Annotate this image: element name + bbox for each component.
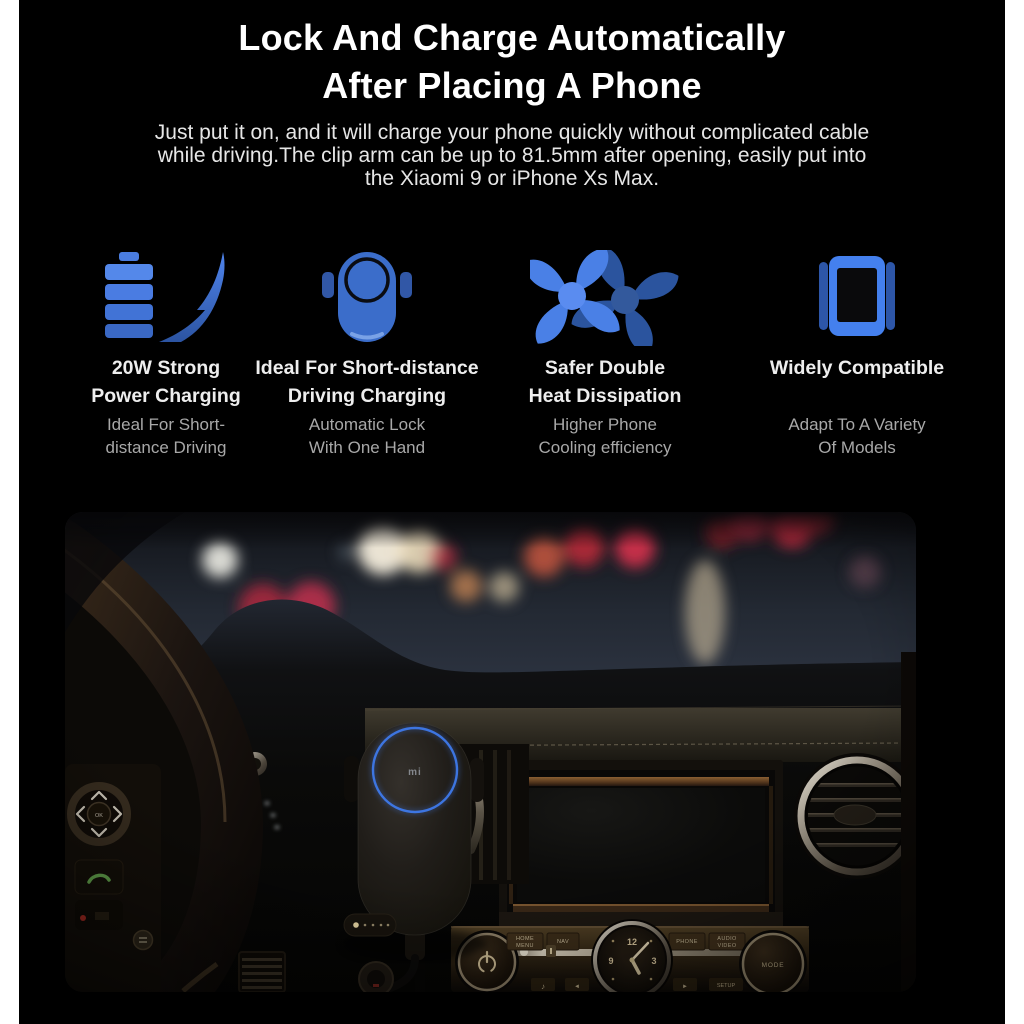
phone-clamp-icon xyxy=(727,246,987,346)
title-line1: Lock And Charge Automatically xyxy=(238,17,786,58)
feature-driving-charging xyxy=(237,246,497,459)
feature-heat-dissipation xyxy=(475,246,735,459)
car-mount-icon xyxy=(237,246,497,346)
description xyxy=(19,121,1005,190)
feature-widely-compatible xyxy=(727,246,987,459)
feature-subtitle: Automatic Lock With One Hand xyxy=(308,415,426,457)
vignette xyxy=(65,512,916,992)
product-photo xyxy=(65,512,916,992)
feature-title: 20W Strong Power Charging xyxy=(91,357,241,407)
page-title xyxy=(19,0,1005,110)
title-line2: After Placing A Phone xyxy=(322,65,702,106)
description-line2: while driving.The clip arm can be up to 81.5mm after opening, easily put into xyxy=(157,144,867,167)
feature-title: Safer Double Heat Dissipation xyxy=(528,357,682,407)
left-gutter xyxy=(0,0,19,1024)
feature-title: Widely Compatible xyxy=(769,357,945,379)
description-line1: Just put it on, and it will charge your phone quickly without complicated cable xyxy=(154,121,870,144)
feature-subtitle: Adapt To A Variety Of Models xyxy=(788,415,926,457)
feature-subtitle: Higher Phone Cooling efficiency xyxy=(538,415,672,457)
right-gutter xyxy=(1005,0,1024,1024)
feature-title: Ideal For Short-distance Driving Charging xyxy=(255,357,479,407)
dual-fan-icon xyxy=(475,246,735,346)
description-line3: the Xiaomi 9 or iPhone Xs Max. xyxy=(364,167,660,190)
feature-subtitle: Ideal For Short- distance Driving xyxy=(105,415,227,457)
